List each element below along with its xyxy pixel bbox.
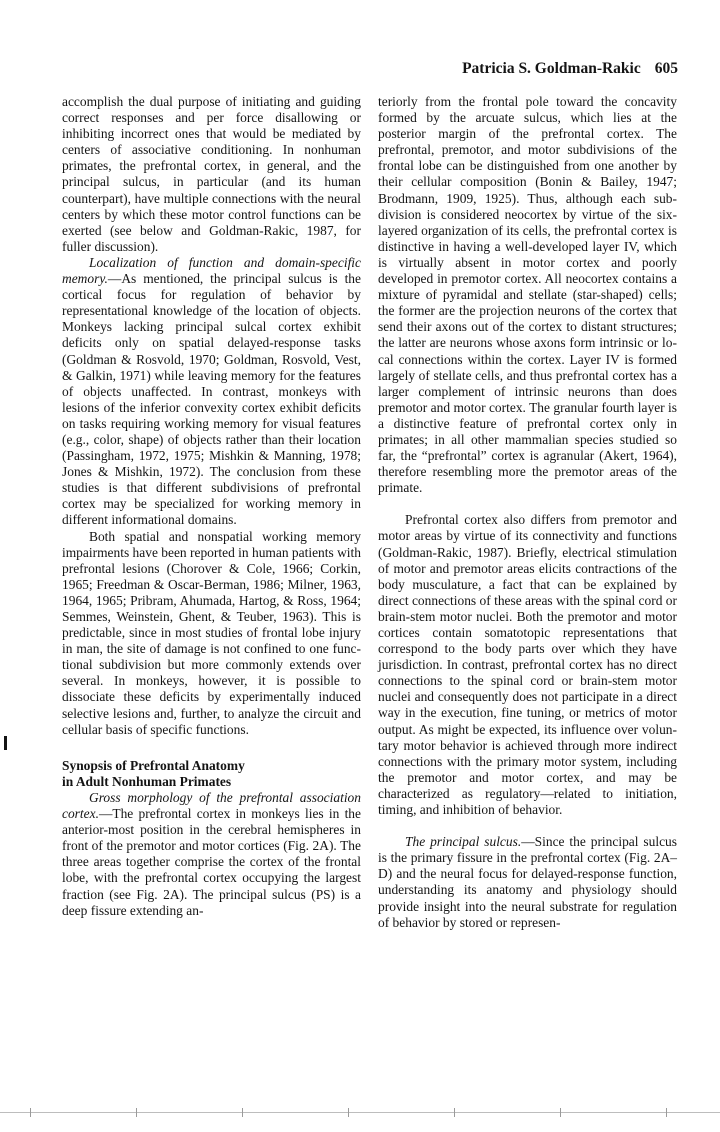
scan-tick [348, 1108, 349, 1117]
section-heading-line-1: Synopsis of Prefrontal Anatomy [62, 757, 245, 773]
left-paragraph-1: accomplish the dual purpose of initiating and guiding correct responses and per force disallowing or inhibiting incorrect ones that would be mediated by centers of associative conditioning. In nonhuman primates, the prefrontal cortex, in general, and the principal sulcus, in particular (and its human counterpart), have multiple connections with the neural centers by which these motor control functions can be exerted (see below and Goldman-Rakic, 1987, for fuller discussion). [62, 94, 361, 254]
page-number: 605 [654, 60, 678, 77]
section-heading [62, 758, 361, 790]
right-paragraph-2: Prefrontal cortex also differs from premotor and motor areas by virtue of its connectivity and functions (Goldman-Rakic, 1987). Briefly, electrical stimulation of motor and premotor areas elicits contractions of the body musculature, a fact that can be explained by direct connections of these areas with the spinal cord or brain-stem motor nuclei. Both the premotor and motor cortices contain somatotopic representations that correspond to the body parts over which they have jurisdiction. In contrast, prefrontal cortex has no direct connections to the spinal cord or brain-stem motor nuclei and consequently does not participate in a direct way in the execution, fine tuning, or metrics of motor output. As might be expected, its influence over voluntary motor behavior is achieved through more indirect connections with the primary motor system, including the premotor and motor cortex, and may be characterized as regulatory—related to initiation, timing, and inhibition of behavior. [378, 512, 677, 818]
right-paragraph-3 [378, 834, 677, 931]
scan-tick [136, 1108, 137, 1117]
left-paragraph-4 [62, 790, 361, 919]
section-lead-principal-sulcus: The principal sulcus. [405, 834, 522, 850]
left-paragraph-2-body: —As mentioned, the principal sulcus is the cortical focus for regulation of behavior by representational knowledge of the location of objects. Monkeys lacking principal sulcal cortex exhibit deficits only on spatial delayed-response tasks (Goldman & Rosvold, 1970; Goldman, Rosvold, Vest, & Galkin, 1971) while leaving memory for the features of objects unaffected. In contrast, monkeys with lesions of the inferior convexity cortex exhibit deficits on tasks requiring working memory for visual features (e.g., color, shape) of objects rather than their location (Passingham, 1972, 1975; Mishkin & Manning, 1978; Jones & Mishkin, 1972). The conclusion from these studies is that different subdivisions of prefrontal cortex may be specialized for working memory in different informational domains. [62, 271, 361, 528]
scan-tick [666, 1108, 667, 1117]
left-paragraph-3: Both spatial and nonspatial working memory impairments have been reported in human patients with prefrontal lesions (Chorover & Cole, 1966; Corkin, 1965; Freedman & Oscar-Berman, 1986; Milner, 1963, 1964, 1965; Pribram, Ahumada, Hartog, & Ross, 1964; Semmes, Weinstein, Ghent, & Teuber, 1963). This is predictable, since in most studies of frontal lobe injury in man, the site of damage is not confined to one functional subdivision but more commonly extends over several. In monkeys, however, it is possible to dissociate these deficits by experimentally induced selective lesions and, further, to analyze the circuit and cellular basis of specific functions. [62, 528, 361, 737]
scan-tick [30, 1108, 31, 1117]
scan-tick [454, 1108, 455, 1117]
scan-tick [560, 1108, 561, 1117]
running-head [462, 60, 678, 78]
left-paragraph-4-body: —The prefrontal cortex in monkeys lies in the anterior-most position in the cerebral hemispheres in front of the premotor and motor cortices (Fig. 2A). The three areas together comprise the cortex of the frontal lobe, with the prefrontal cortex occupying the largest fraction (see Fig. 2A). The principal sulcus (PS) is a deep fissure extending an- [62, 806, 361, 918]
right-paragraph-1: teriorly from the frontal pole toward the concavity formed by the arcuate sulcus, which lies at the posterior margin of the prefrontal cortex. The prefrontal, premotor, and motor subdivisions of the frontal lobe can be distinguished from one another by their cellular composition (Bonin & Bailey, 1947; Brodmann, 1909, 1925). Thus, although each subdivision is considered neocortex by virtue of the six-layered organization of its cells, the prefrontal cortex is distinctive in having a well-developed layer IV, which is virtually absent in motor cortex and poorly developed in premotor cortex. All neocortex contains a mixture of pyramidal and stellate (star-shaped) cells; the former are the projection neurons of the cortex that send their axons out of the cortex to distant structures; the latter are neurons whose axons form intrinsic or local connections within the cortex. Layer IV is formed largely of stellate cells, and thus prefrontal cortex has a larger complement of intrinsic neurons than does premotor and motor cortex. The granular fourth layer is a distinctive feature of prefrontal cortex only in primates; in all other mammalian species studied so far, the “prefrontal” cortex is agranular (Akert, 1964), therefore resembling more the premotor areas of the primate. [378, 94, 677, 496]
section-lead-gross-morphology: Gross morphology of the prefrontal association cortex. [62, 789, 361, 822]
right-column [378, 94, 677, 931]
footer-rule [0, 1112, 720, 1113]
left-paragraph-2 [62, 255, 361, 529]
right-paragraph-3-body: —Since the principal sulcus is the primary fissure in the prefrontal cortex (Fig. 2A–D) and the neural focus for delayed-response function, understanding its anatomy and physiology should provide insight into the neural substrate for regulation of behavior by stored or represen- [378, 834, 677, 930]
left-column [62, 94, 361, 919]
margin-mark [4, 736, 7, 750]
section-heading-line-2: in Adult Nonhuman Primates [62, 773, 232, 789]
running-head-author: Patricia S. Goldman-Rakic [462, 60, 641, 77]
scan-tick [242, 1108, 243, 1117]
section-lead-localization: Localization of function and domain-specific memory. [62, 254, 361, 287]
